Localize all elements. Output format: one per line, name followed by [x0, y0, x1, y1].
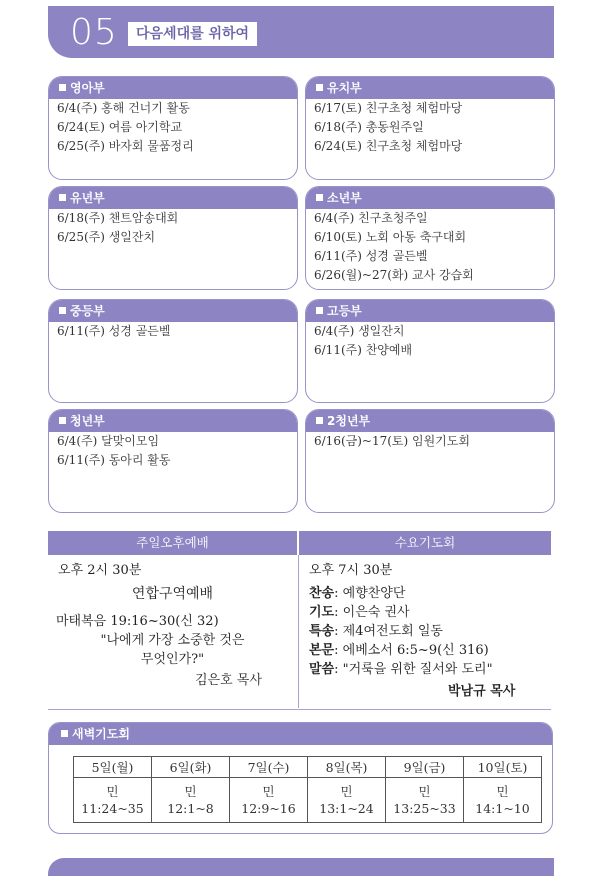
department-header: 2청년부 — [306, 410, 554, 432]
department-header: 소년부 — [306, 187, 554, 209]
list-item: 6/4(주) 달맞이모임 — [57, 434, 160, 448]
department-items — [306, 209, 554, 285]
department-box-primary — [48, 186, 298, 290]
list-item: 6/25(주) 생일잔치 — [57, 230, 156, 244]
department-box-youth-2 — [305, 409, 555, 513]
dawn-prayer-header: 새벽기도회 — [49, 723, 552, 745]
department-header: 유치부 — [306, 77, 554, 99]
department-box-middle-school — [48, 299, 298, 403]
square-bullet-icon — [316, 194, 323, 201]
dawn-prayer-table — [73, 756, 542, 823]
passage-cell: 민 13:1~24 — [308, 778, 386, 823]
passage-cell: 민 12:1~8 — [152, 778, 230, 823]
sunday-sermon-title-1: "나에게 가장 소중한 것은 — [100, 633, 245, 648]
wednesday-row-prayer: 기도: 이은숙 권사 — [309, 605, 410, 620]
bottom-band — [48, 858, 554, 876]
section-title: 다음세대를 위하여 — [128, 22, 257, 46]
department-box-junior — [305, 186, 555, 290]
department-header: 영아부 — [49, 77, 297, 99]
list-item: 6/17(토) 친구초청 체험마당 — [314, 101, 463, 115]
list-item: 6/18(주) 챈트암송대회 — [57, 211, 179, 225]
list-item: 6/26(월)~27(화) 교사 강습회 — [314, 268, 474, 282]
department-box-infant — [48, 76, 298, 180]
department-header: 청년부 — [49, 410, 297, 432]
day-cell: 10일(토) — [464, 757, 542, 778]
department-items — [49, 322, 297, 341]
passage-cell: 민 13:25~33 — [386, 778, 464, 823]
table-row — [74, 757, 542, 778]
square-bullet-icon — [59, 194, 66, 201]
department-items — [49, 432, 297, 470]
square-bullet-icon — [316, 417, 323, 424]
wednesday-row-sermon: 말씀: "거룩을 위한 질서와 도리" — [309, 662, 493, 677]
list-item: 6/11(주) 동아리 활동 — [57, 453, 171, 467]
department-header: 유년부 — [49, 187, 297, 209]
list-item: 6/11(주) 성경 골든벨 — [314, 249, 428, 263]
wednesday-row-hymn: 찬송: 예향찬양단 — [309, 586, 406, 601]
department-items — [306, 322, 554, 360]
square-bullet-icon — [316, 84, 323, 91]
wednesday-title: 수요기도회 — [299, 531, 551, 555]
wednesday-preacher: 박남규 목사 — [448, 684, 516, 699]
department-header: 고등부 — [306, 300, 554, 322]
sunday-preacher: 김은호 목사 — [195, 673, 262, 688]
list-item: 6/10(토) 노회 아동 축구대회 — [314, 230, 467, 244]
table-row — [74, 778, 542, 823]
square-bullet-icon — [316, 307, 323, 314]
list-item: 6/4(주) 홍해 건너기 활동 — [57, 101, 190, 115]
sunday-service-name: 연합구역예배 — [131, 586, 214, 602]
list-item: 6/4(주) 친구초청주일 — [314, 211, 428, 225]
top-band — [48, 6, 554, 16]
section-number: 05 — [70, 12, 118, 53]
sunday-sermon-title-2: 무엇인가?" — [140, 652, 205, 667]
list-item: 6/11(주) 찬양예배 — [314, 343, 413, 357]
list-item: 6/16(금)~17(토) 임원기도회 — [314, 434, 470, 448]
section-divider — [48, 709, 551, 710]
list-item: 6/25(주) 바자회 물품정리 — [57, 139, 194, 153]
day-cell: 5일(월) — [74, 757, 152, 778]
square-bullet-icon — [59, 84, 66, 91]
dawn-prayer-box — [48, 722, 553, 834]
sunday-time: 오후 2시 30분 — [58, 563, 142, 578]
department-items — [49, 209, 297, 247]
square-bullet-icon — [59, 417, 66, 424]
list-item: 6/4(주) 생일잔치 — [314, 324, 405, 338]
passage-cell: 민 11:24~35 — [74, 778, 152, 823]
list-item: 6/18(주) 총동원주일 — [314, 120, 424, 134]
square-bullet-icon — [61, 730, 68, 737]
day-cell: 6일(화) — [152, 757, 230, 778]
list-item: 6/11(주) 성경 골든벨 — [57, 324, 171, 338]
passage-cell: 민 14:1~10 — [464, 778, 542, 823]
list-item: 6/24(토) 여름 아기학교 — [57, 120, 183, 134]
square-bullet-icon — [59, 307, 66, 314]
wednesday-row-text: 본문: 에베소서 6:5~9(신 316) — [309, 643, 489, 658]
sunday-scripture: 마태복음 19:16~30(신 32) — [56, 614, 219, 629]
day-cell: 7일(수) — [230, 757, 308, 778]
header-bar — [48, 12, 554, 58]
department-box-kindergarten — [305, 76, 555, 180]
divider — [298, 555, 299, 708]
department-items — [306, 432, 554, 451]
day-cell: 8일(목) — [308, 757, 386, 778]
day-cell: 9일(금) — [386, 757, 464, 778]
department-items — [306, 99, 554, 156]
department-box-youth — [48, 409, 298, 513]
department-items — [49, 99, 297, 156]
wednesday-row-special-song: 특송: 제4여전도회 일동 — [309, 624, 443, 639]
passage-cell: 민 12:9~16 — [230, 778, 308, 823]
wednesday-time: 오후 7시 30분 — [309, 563, 393, 578]
list-item: 6/24(토) 친구초청 체험마당 — [314, 139, 463, 153]
sunday-afternoon-title: 주일오후예배 — [48, 531, 297, 555]
department-box-high-school — [305, 299, 555, 403]
department-header: 중등부 — [49, 300, 297, 322]
